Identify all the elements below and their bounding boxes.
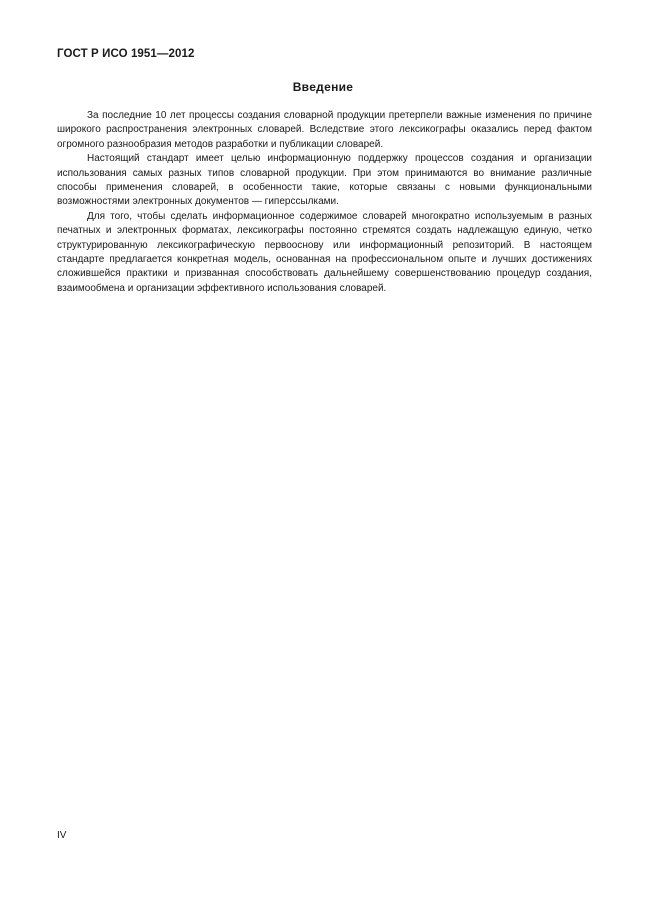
document-header: ГОСТ Р ИСО 1951—2012: [57, 48, 195, 60]
body-text: [57, 109, 592, 296]
section-title: Введение: [292, 80, 354, 94]
paragraph: Для того, чтобы сделать информационное содержимое словарей многократно используемым в разных печатных и электронных форматах, лексикографы постоянно стремятся создать надлежащую единую, четко структурированную лексикографическую первооснову или информационный репозиторий. В настоящем стандарте предлагается конкретная модель, основанная на профессиональном опыте и лучших достижениях сложившейся практики и призванная способствовать дальнейшему совершенствованию процедур создания, взаимообмена и организации эффективного использования словарей.: [57, 210, 592, 294]
page-number: IV: [57, 830, 67, 841]
paragraph: Настоящий стандарт имеет целью информационную поддержку процессов создания и организации использования самых разных типов словарной продукции. При этом принимаются во внимание различные способы применения словарей, в особенности такие, которые связаны с новыми функциональными возможностями электронных документов — гиперссылками.: [57, 153, 592, 208]
paragraph: За последние 10 лет процессы создания словарной продукции претерпели важные изменения по причине широкого распространения электронных словарей. Вследствие этого лексикографы оказались перед фактом огромного разнообразия методов разработки и публикации словарей.: [57, 110, 592, 150]
